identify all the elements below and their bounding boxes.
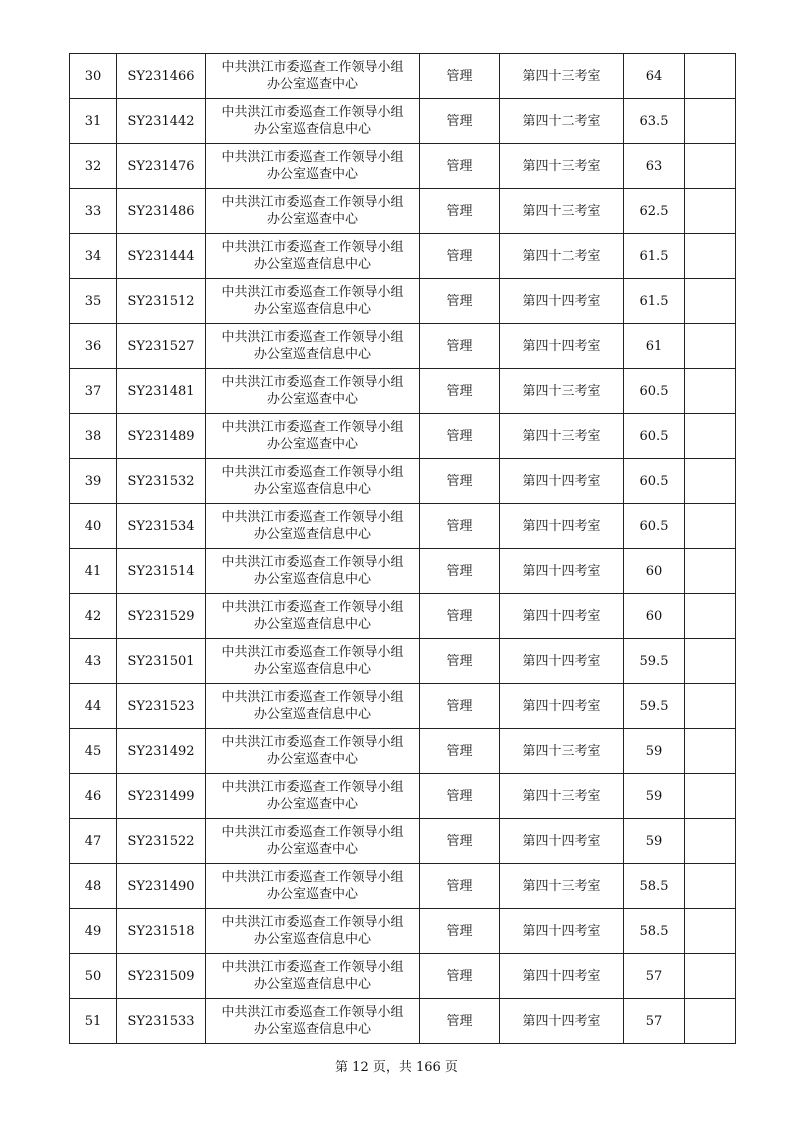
employer-unit-line: 办公室巡查中心 [266, 842, 358, 857]
employer-unit-line: 办公室巡查信息中心 [253, 977, 371, 992]
employer-unit-cell [206, 99, 420, 144]
exam-room-cell: 第四十二考室 [500, 99, 624, 144]
exam-room-cell: 第四十三考室 [500, 54, 624, 99]
employer-unit-cell [206, 909, 420, 954]
employer-unit-line: 中共洪江市委巡查工作领导小组 [221, 645, 404, 660]
row-number-cell: 50 [70, 954, 117, 999]
table-row [70, 954, 736, 999]
position-cell: 管理 [420, 144, 500, 189]
remark-cell [685, 504, 736, 549]
exam-room-cell: 第四十四考室 [500, 594, 624, 639]
score-cell: 59.5 [624, 684, 685, 729]
remark-cell [685, 324, 736, 369]
employer-unit-cell [206, 54, 420, 99]
employer-unit-line: 中共洪江市委巡查工作领导小组 [221, 150, 404, 165]
remark-cell [685, 999, 736, 1044]
table-row [70, 189, 736, 234]
employer-unit-line: 办公室巡查信息中心 [253, 1022, 371, 1037]
row-number-cell: 44 [70, 684, 117, 729]
exam-room-cell: 第四十四考室 [500, 279, 624, 324]
employer-unit-cell [206, 234, 420, 279]
row-number-cell: 42 [70, 594, 117, 639]
score-cell: 58.5 [624, 909, 685, 954]
position-cell: 管理 [420, 324, 500, 369]
employer-unit-cell [206, 459, 420, 504]
candidate-id-cell: SY231533 [117, 999, 206, 1044]
employer-unit-line: 办公室巡查信息中心 [253, 932, 371, 947]
table-row [70, 144, 736, 189]
score-cell: 63 [624, 144, 685, 189]
employer-unit-line: 办公室巡查信息中心 [253, 617, 371, 632]
exam-room-cell: 第四十四考室 [500, 954, 624, 999]
remark-cell [685, 774, 736, 819]
score-cell: 59 [624, 729, 685, 774]
score-cell: 60.5 [624, 504, 685, 549]
remark-cell [685, 234, 736, 279]
employer-unit-line: 中共洪江市委巡查工作领导小组 [221, 420, 404, 435]
employer-unit-line: 办公室巡查中心 [266, 212, 358, 227]
score-cell: 61.5 [624, 234, 685, 279]
score-cell: 61.5 [624, 279, 685, 324]
row-number-cell: 40 [70, 504, 117, 549]
candidate-id-cell: SY231514 [117, 549, 206, 594]
candidate-id-cell: SY231523 [117, 684, 206, 729]
table-row [70, 369, 736, 414]
position-cell: 管理 [420, 369, 500, 414]
candidate-id-cell: SY231466 [117, 54, 206, 99]
employer-unit-line: 办公室巡查信息中心 [253, 122, 371, 137]
row-number-cell: 46 [70, 774, 117, 819]
remark-cell [685, 684, 736, 729]
position-cell: 管理 [420, 774, 500, 819]
employer-unit-line: 中共洪江市委巡查工作领导小组 [221, 690, 404, 705]
exam-room-cell: 第四十三考室 [500, 864, 624, 909]
employer-unit-line: 办公室巡查中心 [266, 77, 358, 92]
remark-cell [685, 54, 736, 99]
score-cell: 64 [624, 54, 685, 99]
employer-unit-line: 中共洪江市委巡查工作领导小组 [221, 105, 404, 120]
remark-cell [685, 144, 736, 189]
employer-unit-cell [206, 639, 420, 684]
score-cell: 58.5 [624, 864, 685, 909]
remark-cell [685, 594, 736, 639]
candidate-id-cell: SY231444 [117, 234, 206, 279]
candidate-id-cell: SY231518 [117, 909, 206, 954]
candidate-id-cell: SY231527 [117, 324, 206, 369]
row-number-cell: 51 [70, 999, 117, 1044]
employer-unit-line: 中共洪江市委巡查工作领导小组 [221, 555, 404, 570]
remark-cell [685, 639, 736, 684]
remark-cell [685, 909, 736, 954]
position-cell: 管理 [420, 189, 500, 234]
remark-cell [685, 864, 736, 909]
row-number-cell: 33 [70, 189, 117, 234]
position-cell: 管理 [420, 459, 500, 504]
table-row [70, 864, 736, 909]
row-number-cell: 41 [70, 549, 117, 594]
employer-unit-line: 中共洪江市委巡查工作领导小组 [221, 240, 404, 255]
position-cell: 管理 [420, 864, 500, 909]
row-number-cell: 32 [70, 144, 117, 189]
employer-unit-line: 中共洪江市委巡查工作领导小组 [221, 1005, 404, 1020]
table-row [70, 999, 736, 1044]
remark-cell [685, 819, 736, 864]
remark-cell [685, 279, 736, 324]
score-cell: 57 [624, 999, 685, 1044]
exam-room-cell: 第四十三考室 [500, 729, 624, 774]
employer-unit-cell [206, 144, 420, 189]
employer-unit-cell [206, 549, 420, 594]
row-number-cell: 48 [70, 864, 117, 909]
row-number-cell: 37 [70, 369, 117, 414]
employer-unit-line: 中共洪江市委巡查工作领导小组 [221, 870, 404, 885]
exam-room-cell: 第四十四考室 [500, 999, 624, 1044]
candidate-id-cell: SY231476 [117, 144, 206, 189]
employer-unit-line: 中共洪江市委巡查工作领导小组 [221, 465, 404, 480]
score-cell: 61 [624, 324, 685, 369]
table-row [70, 684, 736, 729]
remark-cell [685, 99, 736, 144]
position-cell: 管理 [420, 729, 500, 774]
exam-room-cell: 第四十四考室 [500, 909, 624, 954]
position-cell: 管理 [420, 819, 500, 864]
candidate-id-cell: SY231481 [117, 369, 206, 414]
employer-unit-line: 中共洪江市委巡查工作领导小组 [221, 825, 404, 840]
row-number-cell: 34 [70, 234, 117, 279]
employer-unit-cell [206, 684, 420, 729]
position-cell: 管理 [420, 414, 500, 459]
employer-unit-cell [206, 414, 420, 459]
employer-unit-cell [206, 504, 420, 549]
exam-room-cell: 第四十三考室 [500, 189, 624, 234]
employer-unit-line: 中共洪江市委巡查工作领导小组 [221, 510, 404, 525]
employer-unit-cell [206, 999, 420, 1044]
row-number-cell: 38 [70, 414, 117, 459]
employer-unit-line: 中共洪江市委巡查工作领导小组 [221, 960, 404, 975]
score-cell: 57 [624, 954, 685, 999]
table-row [70, 459, 736, 504]
employer-unit-line: 办公室巡查中心 [266, 437, 358, 452]
position-cell: 管理 [420, 999, 500, 1044]
exam-room-cell: 第四十三考室 [500, 144, 624, 189]
employer-unit-line: 中共洪江市委巡查工作领导小组 [221, 600, 404, 615]
candidate-id-cell: SY231492 [117, 729, 206, 774]
row-number-cell: 35 [70, 279, 117, 324]
employer-unit-line: 办公室巡查信息中心 [253, 707, 371, 722]
exam-room-cell: 第四十三考室 [500, 774, 624, 819]
employer-unit-line: 办公室巡查中心 [266, 167, 358, 182]
employer-unit-line: 中共洪江市委巡查工作领导小组 [221, 375, 404, 390]
candidate-id-cell: SY231522 [117, 819, 206, 864]
employer-unit-line: 中共洪江市委巡查工作领导小组 [221, 285, 404, 300]
table-row [70, 234, 736, 279]
employer-unit-cell [206, 774, 420, 819]
exam-room-cell: 第四十四考室 [500, 819, 624, 864]
employer-unit-line: 办公室巡查中心 [266, 797, 358, 812]
employer-unit-line: 中共洪江市委巡查工作领导小组 [221, 60, 404, 75]
candidate-id-cell: SY231490 [117, 864, 206, 909]
score-cell: 59.5 [624, 639, 685, 684]
table-row [70, 279, 736, 324]
employer-unit-line: 办公室巡查信息中心 [253, 347, 371, 362]
candidate-id-cell: SY231499 [117, 774, 206, 819]
row-number-cell: 36 [70, 324, 117, 369]
employer-unit-cell [206, 189, 420, 234]
table-row [70, 819, 736, 864]
exam-room-cell: 第四十四考室 [500, 324, 624, 369]
table-row [70, 639, 736, 684]
table-body [70, 54, 736, 1044]
exam-room-cell: 第四十三考室 [500, 369, 624, 414]
row-number-cell: 39 [70, 459, 117, 504]
row-number-cell: 43 [70, 639, 117, 684]
position-cell: 管理 [420, 549, 500, 594]
table-row [70, 504, 736, 549]
position-cell: 管理 [420, 594, 500, 639]
score-table [69, 53, 736, 1044]
table-row [70, 774, 736, 819]
table-row [70, 324, 736, 369]
employer-unit-line: 办公室巡查信息中心 [253, 572, 371, 587]
employer-unit-line: 办公室巡查信息中心 [253, 662, 371, 677]
candidate-id-cell: SY231532 [117, 459, 206, 504]
score-cell: 59 [624, 819, 685, 864]
table-row [70, 99, 736, 144]
candidate-id-cell: SY231534 [117, 504, 206, 549]
table-row [70, 594, 736, 639]
exam-room-cell: 第四十二考室 [500, 234, 624, 279]
score-cell: 63.5 [624, 99, 685, 144]
remark-cell [685, 954, 736, 999]
employer-unit-line: 办公室巡查中心 [266, 887, 358, 902]
row-number-cell: 31 [70, 99, 117, 144]
table-row [70, 414, 736, 459]
position-cell: 管理 [420, 279, 500, 324]
employer-unit-cell [206, 369, 420, 414]
employer-unit-cell [206, 324, 420, 369]
exam-room-cell: 第四十四考室 [500, 639, 624, 684]
score-cell: 60.5 [624, 414, 685, 459]
page-footer: 第 12 页，共 166 页 [335, 1060, 458, 1075]
candidate-id-cell: SY231442 [117, 99, 206, 144]
employer-unit-line: 办公室巡查信息中心 [253, 302, 371, 317]
exam-room-cell: 第四十四考室 [500, 459, 624, 504]
remark-cell [685, 459, 736, 504]
employer-unit-line: 中共洪江市委巡查工作领导小组 [221, 915, 404, 930]
employer-unit-line: 办公室巡查信息中心 [253, 257, 371, 272]
employer-unit-cell [206, 729, 420, 774]
score-cell: 62.5 [624, 189, 685, 234]
position-cell: 管理 [420, 954, 500, 999]
score-cell: 60 [624, 594, 685, 639]
row-number-cell: 49 [70, 909, 117, 954]
candidate-id-cell: SY231501 [117, 639, 206, 684]
score-cell: 60.5 [624, 369, 685, 414]
exam-room-cell: 第四十四考室 [500, 549, 624, 594]
employer-unit-line: 办公室巡查信息中心 [253, 527, 371, 542]
table-row [70, 909, 736, 954]
position-cell: 管理 [420, 99, 500, 144]
employer-unit-line: 中共洪江市委巡查工作领导小组 [221, 195, 404, 210]
employer-unit-line: 中共洪江市委巡查工作领导小组 [221, 330, 404, 345]
employer-unit-line: 办公室巡查中心 [266, 392, 358, 407]
row-number-cell: 30 [70, 54, 117, 99]
remark-cell [685, 549, 736, 594]
table-row [70, 54, 736, 99]
remark-cell [685, 189, 736, 234]
position-cell: 管理 [420, 54, 500, 99]
candidate-id-cell: SY231512 [117, 279, 206, 324]
row-number-cell: 47 [70, 819, 117, 864]
position-cell: 管理 [420, 639, 500, 684]
exam-room-cell: 第四十四考室 [500, 684, 624, 729]
table-row [70, 549, 736, 594]
position-cell: 管理 [420, 684, 500, 729]
position-cell: 管理 [420, 504, 500, 549]
employer-unit-line: 办公室巡查信息中心 [253, 482, 371, 497]
exam-room-cell: 第四十三考室 [500, 414, 624, 459]
score-cell: 60.5 [624, 459, 685, 504]
candidate-id-cell: SY231509 [117, 954, 206, 999]
table-row [70, 729, 736, 774]
score-cell: 59 [624, 774, 685, 819]
score-cell: 60 [624, 549, 685, 594]
candidate-id-cell: SY231529 [117, 594, 206, 639]
row-number-cell: 45 [70, 729, 117, 774]
employer-unit-cell [206, 819, 420, 864]
employer-unit-line: 中共洪江市委巡查工作领导小组 [221, 780, 404, 795]
position-cell: 管理 [420, 909, 500, 954]
position-cell: 管理 [420, 234, 500, 279]
employer-unit-line: 中共洪江市委巡查工作领导小组 [221, 735, 404, 750]
employer-unit-cell [206, 279, 420, 324]
remark-cell [685, 729, 736, 774]
employer-unit-line: 办公室巡查中心 [266, 752, 358, 767]
exam-room-cell: 第四十四考室 [500, 504, 624, 549]
remark-cell [685, 414, 736, 459]
employer-unit-cell [206, 864, 420, 909]
remark-cell [685, 369, 736, 414]
candidate-id-cell: SY231489 [117, 414, 206, 459]
employer-unit-cell [206, 594, 420, 639]
candidate-id-cell: SY231486 [117, 189, 206, 234]
employer-unit-cell [206, 954, 420, 999]
